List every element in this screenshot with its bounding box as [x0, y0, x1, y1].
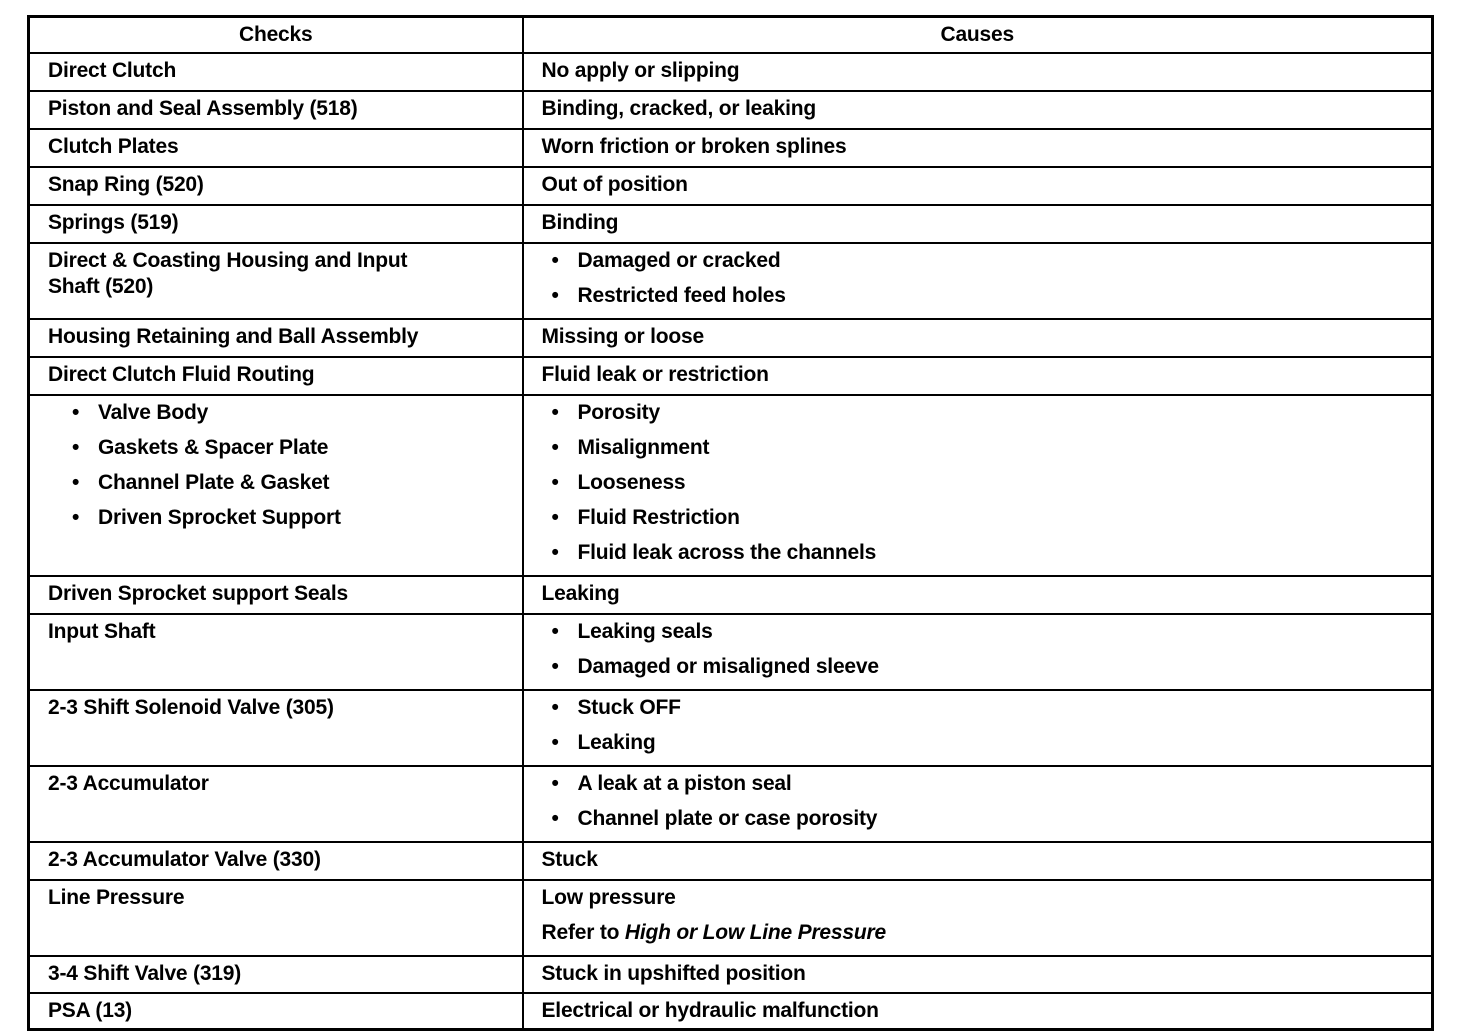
cell-text: Snap Ring (520): [48, 172, 204, 196]
causes-cell: [523, 842, 1433, 880]
cell-text: Out of position: [541, 172, 688, 196]
bullet-text: Porosity: [577, 400, 660, 424]
bullet-text: Misalignment: [577, 435, 710, 459]
bullet-text: Damaged or cracked: [577, 248, 781, 272]
checks-cell: [29, 880, 523, 956]
causes-cell: [523, 319, 1433, 357]
bullet-text: A leak at a piston seal: [577, 771, 792, 795]
cell-text: 2-3 Shift Solenoid Valve (305): [48, 695, 334, 719]
table-row: [29, 243, 1433, 319]
checks-causes-table: [27, 15, 1434, 1031]
bullet-text: Driven Sprocket Support: [98, 505, 341, 529]
causes-cell: [523, 956, 1433, 993]
checks-cell: [29, 842, 523, 880]
bullet-icon: •: [72, 400, 80, 424]
bullet-icon: •: [551, 283, 559, 307]
cell-text: Direct Clutch: [48, 58, 177, 82]
causes-cell: [523, 91, 1433, 129]
checks-cell: [29, 956, 523, 993]
causes-cell: [523, 690, 1433, 766]
bullet-item: [542, 654, 1432, 689]
table-row: [29, 614, 1433, 690]
cell-text: Clutch Plates: [48, 134, 179, 158]
bullet-item: [542, 695, 1432, 730]
table-row: [29, 53, 1433, 91]
bullet-item: [542, 283, 1432, 318]
bullet-icon: •: [551, 695, 559, 719]
bullet-item: [542, 400, 1432, 435]
checks-cell: [29, 395, 523, 576]
bullet-text: Fluid leak across the channels: [577, 540, 877, 564]
refer-prefix: Refer to: [541, 920, 625, 944]
bullet-text: Valve Body: [98, 400, 209, 424]
causes-cell: [523, 614, 1433, 690]
cell-text: Leaking: [541, 581, 620, 605]
cell-line: Low pressure: [541, 885, 676, 909]
bullet-icon: •: [551, 806, 559, 830]
causes-cell: [523, 576, 1433, 614]
refer-link-text: High or Low Line Pressure: [624, 920, 886, 944]
cell-text: Direct & Coasting Housing and Input: [48, 248, 408, 272]
table-row: [29, 842, 1433, 880]
cell-text: 3-4 Shift Valve (319): [48, 961, 242, 985]
cell-text: Direct Clutch Fluid Routing: [48, 362, 315, 386]
bullet-item: [542, 806, 1432, 841]
table-row: [29, 167, 1433, 205]
bullet-text: Leaking: [577, 730, 656, 754]
table-header-row: [29, 17, 1433, 53]
bullet-icon: •: [551, 654, 559, 678]
bullet-text: Damaged or misaligned sleeve: [577, 654, 879, 678]
checks-cell: [29, 993, 523, 1030]
table-row: [29, 129, 1433, 167]
table-row: [29, 395, 1433, 576]
checks-cell: [29, 319, 523, 357]
table-row: [29, 766, 1433, 842]
bullet-item: [542, 771, 1432, 806]
table-row: [29, 880, 1433, 956]
cell-text: Binding: [541, 210, 619, 234]
cell-text: Missing or loose: [541, 324, 704, 348]
checks-cell: [29, 614, 523, 690]
bullet-icon: •: [551, 505, 559, 529]
cell-text: Piston and Seal Assembly (518): [48, 96, 358, 120]
table-row: [29, 993, 1433, 1030]
checks-cell: [29, 690, 523, 766]
checks-cell: [29, 576, 523, 614]
table-row: [29, 956, 1433, 993]
table-row: [29, 205, 1433, 243]
cell-text: Line Pressure: [48, 885, 185, 909]
bullet-icon: •: [551, 470, 559, 494]
causes-cell: [523, 993, 1433, 1030]
bullet-text: Looseness: [577, 470, 686, 494]
header-causes: Causes: [523, 17, 1433, 53]
causes-cell: [523, 167, 1433, 205]
table-row: [29, 319, 1433, 357]
bullet-item: [542, 619, 1432, 654]
checks-cell: [29, 766, 523, 842]
table-row: [29, 690, 1433, 766]
causes-cell: [523, 53, 1433, 91]
bullet-text: Restricted feed holes: [577, 283, 786, 307]
checks-cell: [29, 205, 523, 243]
header-checks: Checks: [29, 17, 523, 53]
bullet-icon: •: [551, 730, 559, 754]
causes-cell: [523, 766, 1433, 842]
cell-text: Fluid leak or restriction: [541, 362, 769, 386]
cell-text: Stuck in upshifted position: [541, 961, 806, 985]
table-row: [29, 91, 1433, 129]
cell-text: No apply or slipping: [541, 58, 740, 82]
table-body: [29, 53, 1433, 1030]
bullet-item: [48, 400, 522, 435]
bullet-item: [542, 248, 1432, 283]
bullet-text: Gaskets & Spacer Plate: [98, 435, 329, 459]
bullet-icon: •: [551, 540, 559, 564]
causes-cell: [523, 205, 1433, 243]
cell-text: Driven Sprocket support Seals: [48, 581, 348, 605]
cell-text: PSA (13): [48, 998, 132, 1022]
bullet-item: [48, 435, 522, 470]
causes-cell: [523, 395, 1433, 576]
bullet-item: [542, 470, 1432, 505]
cell-text: Electrical or hydraulic malfunction: [541, 998, 879, 1022]
bullet-item: [542, 730, 1432, 765]
causes-cell: [523, 880, 1433, 956]
cell-line: [542, 920, 1432, 955]
bullet-icon: •: [551, 771, 559, 795]
bullet-text: Stuck OFF: [577, 695, 681, 719]
bullet-icon: •: [72, 505, 80, 529]
bullet-icon: •: [551, 248, 559, 272]
cell-text: Shaft (520): [48, 274, 154, 298]
bullet-icon: •: [551, 619, 559, 643]
causes-cell: [523, 129, 1433, 167]
cell-text: Worn friction or broken splines: [541, 134, 847, 158]
checks-cell: [29, 91, 523, 129]
table-row: [29, 576, 1433, 614]
bullet-text: Fluid Restriction: [577, 505, 740, 529]
bullet-item: [542, 435, 1432, 470]
bullet-item: [48, 470, 522, 505]
checks-cell: [29, 167, 523, 205]
checks-cell: [29, 53, 523, 91]
checks-cell: [29, 129, 523, 167]
bullet-item: [48, 505, 522, 540]
bullet-item: [542, 505, 1432, 540]
bullet-text: Leaking seals: [577, 619, 713, 643]
bullet-icon: •: [551, 435, 559, 459]
causes-cell: [523, 357, 1433, 395]
table-row: [29, 357, 1433, 395]
bullet-text: Channel plate or case porosity: [577, 806, 878, 830]
checks-cell: [29, 357, 523, 395]
bullet-icon: •: [72, 470, 80, 494]
bullet-text: Channel Plate & Gasket: [98, 470, 330, 494]
cell-text: Input Shaft: [48, 619, 156, 643]
bullet-icon: •: [72, 435, 80, 459]
cell-text: Stuck: [541, 847, 598, 871]
bullet-item: [542, 540, 1432, 575]
cell-text: Binding, cracked, or leaking: [541, 96, 816, 120]
cell-text: 2-3 Accumulator: [48, 771, 209, 795]
cell-text: Springs (519): [48, 210, 179, 234]
checks-cell: [29, 243, 523, 319]
cell-text: 2-3 Accumulator Valve (330): [48, 847, 321, 871]
bullet-icon: •: [551, 400, 559, 424]
causes-cell: [523, 243, 1433, 319]
cell-text: Housing Retaining and Ball Assembly: [48, 324, 419, 348]
